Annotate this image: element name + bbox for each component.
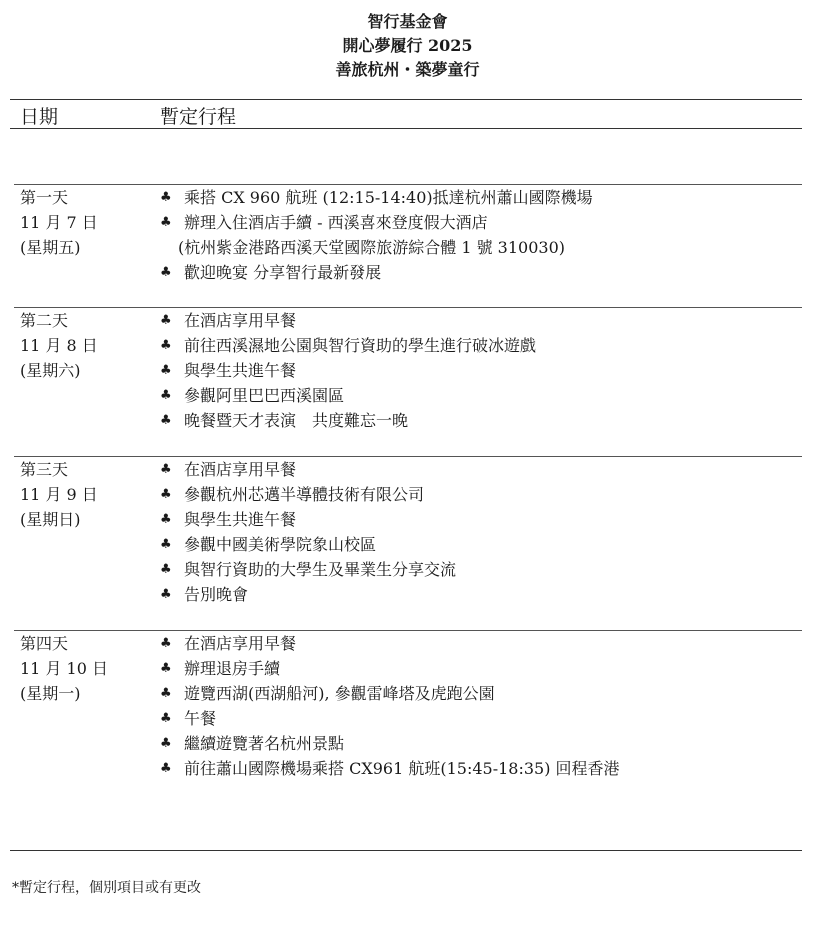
itinerary-item: ♣ 晚餐暨天才表演 共度難忘一晚 [160,408,800,433]
club-bullet-icon: ♣ [160,265,172,280]
itinerary-item: ♣ 在酒店享用早餐 [160,631,800,656]
header-bottom-rule [10,128,802,129]
org-name: 智行基金會 [367,12,448,31]
club-bullet-icon: ♣ [160,338,172,353]
club-bullet-icon: ♣ [160,190,172,205]
club-bullet-icon: ♣ [160,313,172,328]
club-bullet-icon: ♣ [160,388,172,403]
club-bullet-icon: ♣ [160,562,172,577]
day-3-label [20,457,98,532]
day-4-itinerary [160,631,800,781]
event-subtitle: 善旅杭州・築夢童行 [335,60,480,79]
itinerary-item: ♣ 與智行資助的大學生及畢業生分享交流 [160,557,800,582]
day-1-label [20,185,98,260]
itinerary-item: ♣ 遊覽西湖(西湖船河), 參觀雷峰塔及虎跑公園 [160,681,800,706]
club-bullet-icon: ♣ [160,686,172,701]
club-bullet-icon: ♣ [160,537,172,552]
day-2-itinerary [160,308,800,433]
day-date: 11 月 7 日 [20,213,98,232]
itinerary-item: ♣ 歡迎晚宴 分享智行最新發展 [160,260,800,285]
club-bullet-icon: ♣ [160,636,172,651]
day-date: 11 月 8 日 [20,336,98,355]
day-date: 11 月 9 日 [20,485,98,504]
itinerary-item: ♣ 前往西溪濕地公園與智行資助的學生進行破冰遊戲 [160,333,800,358]
itinerary-item: ♣ 參觀杭州芯邁半導體技術有限公司 [160,482,800,507]
day-name: 第三天 [20,460,69,479]
day-name: 第一天 [20,188,69,207]
day-weekday: (星期六) [20,361,81,380]
itinerary-item: ♣ 辦理退房手續 [160,656,800,681]
footnote: *暫定行程，個別項目或有更改 [12,880,201,896]
itinerary-item: ♣ 在酒店享用早餐 [160,308,800,333]
club-bullet-icon: ♣ [160,487,172,502]
document-header [0,10,815,82]
itinerary-item: ♣ 午餐 [160,706,800,731]
day-name: 第四天 [20,634,69,653]
club-bullet-icon: ♣ [160,215,172,230]
itinerary-item: ♣ 繼續遊覽著名杭州景點 [160,731,800,756]
club-bullet-icon: ♣ [160,363,172,378]
day-date: 11 月 10 日 [20,659,108,678]
itinerary-item-continuation: (杭州紫金港路西溪天堂國際旅游綜合體 1 號 310030) [178,238,566,257]
itinerary-item: ♣ 前往蕭山國際機場乘搭 CX961 航班(15:45-18:35) 回程香港 [160,756,800,781]
itinerary-item: ♣ 辦理入住酒店手續 - 西溪喜來登度假大酒店 [160,210,800,235]
day-1-itinerary [160,185,800,285]
column-header-date: 日期 [20,106,59,128]
club-bullet-icon: ♣ [160,711,172,726]
club-bullet-icon: ♣ [160,413,172,428]
itinerary-item: ♣ 乘搭 CX 960 航班 (12:15-14:40)抵達杭州蕭山國際機場 [160,185,800,210]
itinerary-item: ♣ 參觀中國美術學院象山校區 [160,532,800,557]
club-bullet-icon: ♣ [160,587,172,602]
club-bullet-icon: ♣ [160,462,172,477]
event-title: 開心夢履行 2025 [342,36,473,55]
club-bullet-icon: ♣ [160,512,172,527]
table-bottom-rule [10,850,802,851]
itinerary-item: ♣ 與學生共進午餐 [160,358,800,383]
club-bullet-icon: ♣ [160,736,172,751]
day-weekday: (星期日) [20,510,81,529]
itinerary-item: ♣ 告別晚會 [160,582,800,607]
day-4-label [20,631,108,706]
column-header-itinerary: 暫定行程 [160,106,237,128]
itinerary-item: ♣ 參觀阿里巴巴西溪園區 [160,383,800,408]
itinerary-item: ♣ 在酒店享用早餐 [160,457,800,482]
day-2-label [20,308,98,383]
day-3-itinerary [160,457,800,607]
header-top-rule [10,99,802,100]
club-bullet-icon: ♣ [160,661,172,676]
day-weekday: (星期一) [20,684,81,703]
day-name: 第二天 [20,311,69,330]
itinerary-item: ♣ 與學生共進午餐 [160,507,800,532]
day-weekday: (星期五) [20,238,81,257]
club-bullet-icon: ♣ [160,761,172,776]
